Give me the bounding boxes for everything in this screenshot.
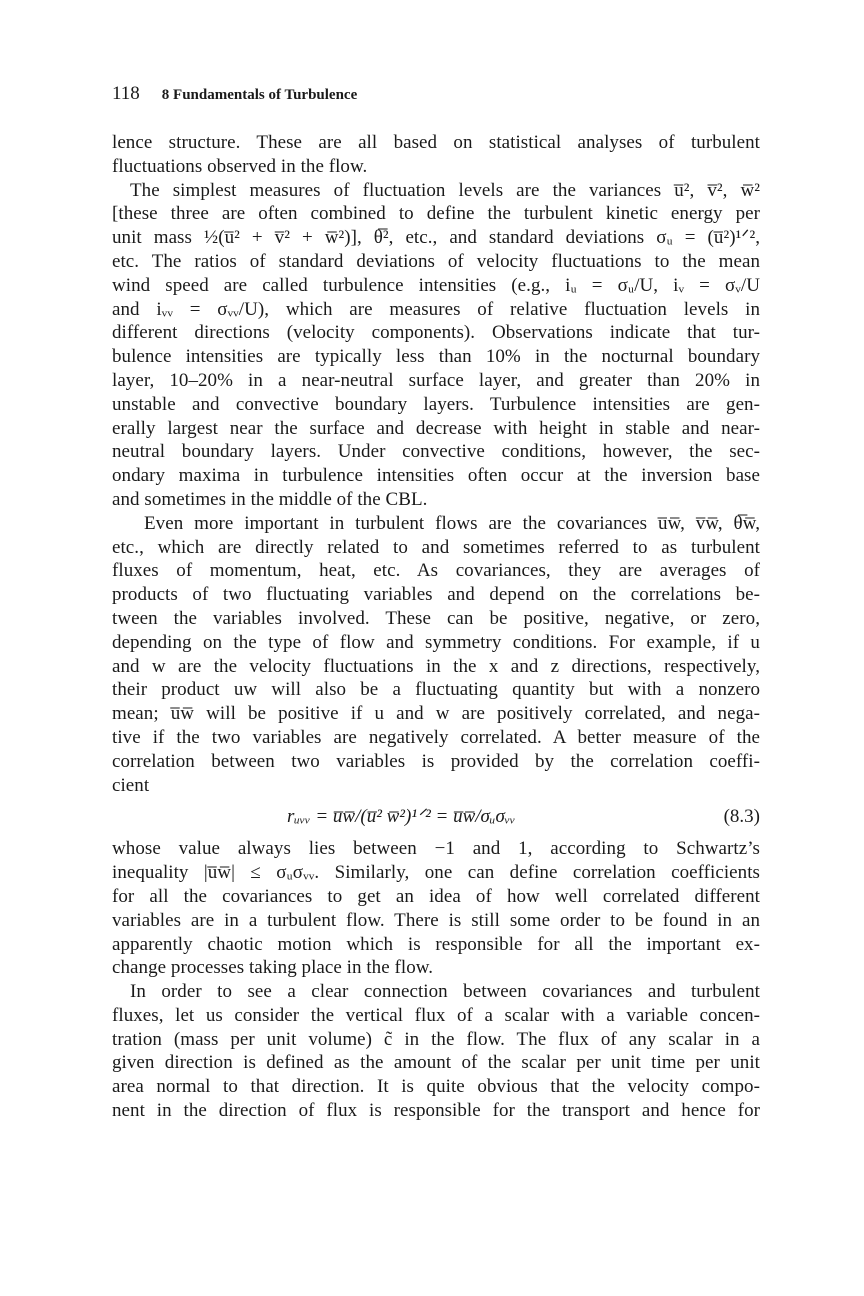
text-line: layer, 10–20% in a near-neutral surface layer, and greater than 20% in	[112, 369, 760, 391]
text-line: tween the variables involved. These can be positive, negative, or zero,	[112, 607, 760, 629]
running-head	[112, 84, 357, 105]
text-line: whose value always lies between −1 and 1, according to Schwartz’s	[112, 838, 760, 860]
text-line: Even more important in turbulent flows are the covariances u̅w̅, v̅w̅, θ̅w̅,	[144, 512, 760, 534]
text-line: different directions (velocity components). Observations indicate that tur-	[112, 322, 760, 344]
text-line: cient	[112, 774, 150, 796]
text-line: mean; u̅w̅ will be positive if u and w are positively correlated, and nega-	[112, 703, 760, 725]
chapter-title: 8 Fundamentals of Turbulence	[161, 87, 358, 103]
text-line: inequality |u̅w̅| ≤ σᵤσᵥᵥ. Similarly, one can define correlation coefficients	[112, 862, 760, 884]
text-line: correlation between two variables is provided by the correlation coeffi-	[112, 750, 760, 772]
text-line: nent in the direction of flux is responsible for the transport and hence for	[112, 1100, 760, 1122]
text-line: tive if the two variables are negatively correlated. A better measure of the	[112, 726, 760, 748]
equation-number: (8.3)	[723, 806, 760, 828]
text-line: area normal to that direction. It is quite obvious that the velocity compo-	[112, 1076, 760, 1098]
text-line: and w are the velocity fluctuations in the x and z directions, respectively,	[112, 655, 760, 677]
text-line: unstable and convective boundary layers. Turbulence intensities are gen-	[112, 393, 760, 415]
text-line: bulence intensities are typically less than 10% in the nocturnal boundary	[112, 346, 760, 368]
text-line: given direction is defined as the amount of the scalar per unit time per unit	[112, 1052, 760, 1074]
text-line: wind speed are called turbulence intensities (e.g., iᵤ = σᵤ/U, iᵥ = σᵥ/U	[112, 274, 760, 296]
equation-8-3	[112, 797, 760, 837]
text-line: lence structure. These are all based on statistical analyses of turbulent	[112, 132, 760, 153]
text-line: fluxes of momentum, heat, etc. As covariances, they are averages of	[112, 560, 760, 582]
body-text	[112, 131, 760, 1123]
text-line: change processes taking place in the flow.	[112, 957, 434, 979]
text-line: apparently chaotic motion which is responsible for all the important ex-	[112, 933, 760, 955]
text-line: variables are in a turbulent flow. There is still some order to be found in an	[112, 909, 760, 931]
equation-body: rᵤᵥᵥ = u̅w̅/(u̅² w̅²)¹ᐟ² = u̅w̅/σᵤσᵥᵥ	[287, 806, 516, 828]
text-line: for all the covariances to get an idea of how well correlated different	[112, 885, 760, 907]
text-line: etc. The ratios of standard deviations of velocity fluctuations to the mean	[112, 250, 760, 272]
text-line: In order to see a clear connection between covariances and turbulent	[130, 981, 760, 1003]
text-line: etc., which are directly related to and sometimes referred to as turbulent	[112, 536, 760, 558]
text-line: [these three are often combined to define the turbulent kinetic energy per	[112, 203, 760, 225]
text-line: unit mass ½(u̅² + v̅² + w̅²)], θ̅², etc., and standard deviations σᵤ = (u̅²)¹ᐟ²,	[112, 227, 760, 249]
page-number: 118	[112, 83, 140, 104]
text-line: The simplest measures of fluctuation levels are the variances u̅², v̅², w̅²	[130, 179, 760, 201]
text-line: products of two fluctuating variables and depend on the correlations be-	[112, 584, 760, 606]
text-line: neutral boundary layers. Under convective conditions, however, the sec-	[112, 441, 760, 463]
text-line: erally largest near the surface and decrease with height in stable and near-	[112, 417, 760, 439]
text-line: their product uw will also be a fluctuating quantity but with a nonzero	[112, 679, 760, 701]
text-line: depending on the type of flow and symmetry conditions. For example, if u	[112, 631, 760, 653]
text-line: tration (mass per unit volume) c̃ in the flow. The flux of any scalar in a	[112, 1028, 760, 1050]
text-line: and iᵥᵥ = σᵥᵥ/U), which are measures of relative fluctuation levels in	[112, 298, 760, 320]
text-line: fluxes, let us consider the vertical flux of a scalar with a variable concen-	[112, 1004, 760, 1026]
text-line: ondary maxima in turbulence intensities often occur at the inversion base	[112, 465, 760, 487]
text-line: and sometimes in the middle of the CBL.	[112, 488, 428, 510]
text-line: fluctuations observed in the flow.	[112, 155, 368, 177]
